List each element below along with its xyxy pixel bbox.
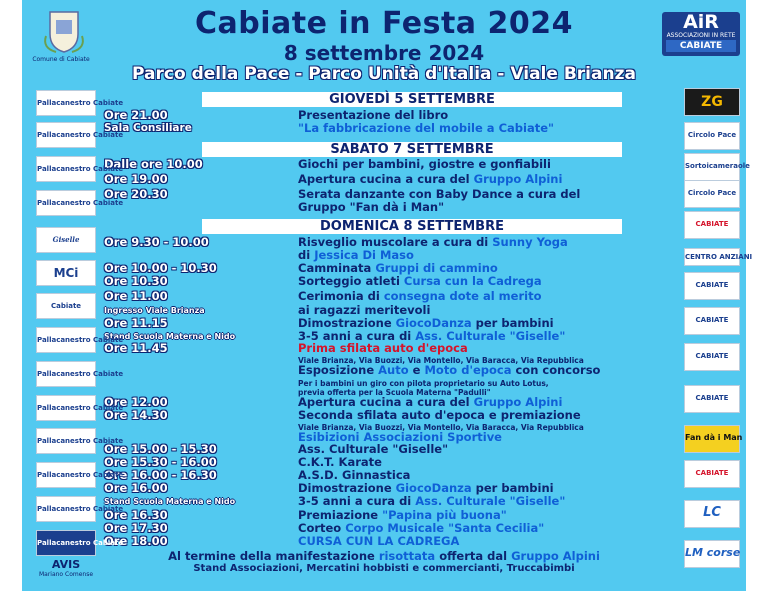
event-note: Per i bambini un giro con pilota proprietario su Auto Lotus,: [298, 379, 549, 388]
event-time: Ore 9.30 - 10.00: [104, 235, 209, 249]
sponsor-logo-label: Circolo Pace: [687, 189, 737, 197]
event-date: 8 settembre 2024: [283, 41, 485, 65]
sponsor-logo-label: LM corse: [685, 546, 741, 559]
event-desc-text: per bambini: [471, 481, 554, 495]
event-desc-text: Camminata: [298, 261, 376, 275]
footer-highlight: Gruppo Alpini: [511, 549, 600, 563]
event-desc-text: con concorso: [511, 363, 601, 377]
event-highlight: Moto d'epoca: [424, 363, 512, 377]
sponsor-logo-right: [684, 88, 740, 116]
event-time: Ore 10.00 - 10.30: [104, 261, 217, 275]
event-desc: Gruppo "Fan dà i Man": [298, 200, 445, 214]
sponsor-logo-label: CABIATE: [695, 281, 729, 289]
sponsor-logo-right: [684, 540, 740, 568]
event-desc: [298, 495, 565, 508]
sponsor-logo-label: Giselle: [52, 235, 80, 244]
sponsor-logo-label: CABIATE: [695, 220, 729, 228]
sponsor-logo-label: Fan dà i Man: [685, 433, 743, 442]
sponsor-logo-left: [36, 227, 96, 253]
event-location: Stand Scuola Materna e Nido: [104, 497, 236, 506]
event-desc-text: Esposizione: [298, 363, 379, 377]
sponsor-logo-label: Pallacanestro Cabiate: [37, 336, 124, 344]
event-route: Viale Brianza, Via Buozzi, Via Montello, Via Baracca, Via Repubblica: [298, 356, 584, 365]
event-location: Sala Consiliare: [104, 122, 192, 134]
sponsor-logo-label: Pallacanestro Cabiate: [37, 165, 124, 173]
event-desc: Seconda sfilata auto d'epoca e premiazione: [298, 408, 581, 422]
sponsor-logo-label: CABIATE: [695, 316, 729, 324]
event-time: Ore 11.00: [104, 289, 168, 303]
event-desc-text: di: [298, 248, 315, 262]
sponsor-logo-right: [684, 272, 740, 300]
sponsor-logo-label: ZG: [701, 94, 723, 110]
sponsor-logo-right: [684, 343, 740, 371]
footer-text: offerta dal: [435, 549, 512, 563]
event-desc-text: Risveglio muscolare a cura di: [298, 235, 493, 249]
event-time: Ore 14.30: [104, 408, 168, 422]
event-desc-text: Sorteggio atleti: [298, 274, 404, 288]
sponsor-logo-label: Sortoicameraole: [685, 162, 750, 170]
air-logo: [662, 12, 740, 56]
event-time: Ore 15.00 - 15.30: [104, 442, 217, 456]
day-header-sunday: DOMENICA 8 SETTEMBRE: [202, 219, 622, 234]
event-desc: "La fabbricazione del mobile a Cabiate": [298, 121, 554, 135]
event-highlight: Gruppo Alpini: [473, 395, 563, 409]
sponsor-logo-label: Pallacanestro Cabiate: [37, 131, 124, 139]
sponsor-logo-label: Pallacanestro Cabiate: [37, 99, 124, 107]
event-highlight: Ass. Culturale "Giselle": [415, 494, 566, 508]
event-highlight: Sunny Yoga: [492, 235, 568, 249]
event-time: Ore 11.45: [104, 341, 168, 355]
sponsor-logo-right: [684, 425, 743, 453]
sponsor-logo-right: [684, 248, 753, 266]
sponsor-logo-label: Pallacanestro Cabiate: [37, 199, 124, 207]
event-time: Ore 19.00: [104, 172, 168, 186]
footer-line-2: Stand Associazioni, Mercatini hobbisti e commercianti, Truccabimbi: [193, 563, 575, 574]
sponsor-logo-label: LC: [703, 505, 721, 520]
avis-logo: [36, 559, 96, 579]
sponsor-logo-left: [36, 462, 124, 488]
sponsor-logo-left: [36, 293, 96, 319]
sponsor-logo-left: [36, 122, 124, 148]
event-desc-text: 3-5 anni a cura di: [298, 329, 416, 343]
event-desc: Giochi per bambini, giostre e gonfiabili: [298, 157, 551, 171]
event-desc: Ass. Culturale "Giselle": [298, 442, 449, 456]
event-desc-text: 3-5 anni a cura di: [298, 494, 416, 508]
sponsor-logo-label: MCi: [53, 266, 79, 280]
event-highlight: Auto: [378, 363, 409, 377]
event-desc: C.K.T. Karate: [298, 455, 382, 469]
sponsor-logo-right: [684, 180, 740, 208]
event-desc-text: Apertura cucina a cura del: [298, 172, 474, 186]
sponsor-logo-label: CABIATE: [695, 469, 729, 477]
event-time: Ore 15.30 - 16.00: [104, 455, 217, 469]
sponsor-logo-label: Cabiate: [50, 302, 82, 310]
event-desc: [298, 275, 542, 288]
event-highlight: Ass. Culturale "Giselle": [415, 329, 566, 343]
footer-highlight: risottata: [378, 549, 436, 563]
sponsor-logo-right: [684, 211, 740, 239]
air-logo-title: AiR: [683, 11, 719, 33]
sponsor-logo-label: Pallacanestro Cabiate: [37, 437, 124, 445]
comune-label: Comune di Cabiate: [32, 56, 90, 63]
event-time: Ore 20.30: [104, 187, 168, 201]
sponsor-logo-label: CABIATE: [695, 352, 729, 360]
event-desc-text: Dimostrazione: [298, 481, 396, 495]
event-highlight: Cursa cun la Cadrega: [403, 274, 542, 288]
sponsor-logo-right: [684, 500, 740, 528]
sponsor-logo-left: [36, 90, 124, 116]
event-highlight: "Papina più buona": [382, 508, 507, 522]
air-logo-city: CABIATE: [666, 40, 736, 52]
event-time: Ore 17.30: [104, 521, 168, 535]
day-header-saturday: SABATO 7 SETTEMBRE: [202, 142, 622, 157]
event-desc: Esibizioni Associazioni Sportive: [298, 430, 502, 444]
event-time: Ore 16.00: [104, 481, 168, 495]
air-logo-sub: ASSOCIAZIONI IN RETE: [666, 32, 736, 39]
footer-line-1: [22, 549, 746, 563]
event-time: Ore 11.15: [104, 316, 168, 330]
event-highlight: GiocoDanza: [395, 481, 472, 495]
sponsor-logo-label: Pallacanestro Cabiate: [37, 539, 124, 547]
event-time: Ore 16.00 - 16.30: [104, 468, 217, 482]
event-desc: Prima sfilata auto d'epoca: [298, 341, 468, 355]
day-header-thursday: GIOVEDÌ 5 SETTEMBRE: [202, 92, 622, 107]
sponsor-logo-left: [36, 361, 124, 387]
event-highlight: Corpo Musicale "Santa Cecilia": [345, 521, 545, 535]
sponsor-logo-left: [36, 428, 124, 454]
sponsor-logo-left: [36, 530, 124, 556]
event-highlight: Gruppo Alpini: [473, 172, 563, 186]
event-time: Ore 12.00: [104, 395, 168, 409]
sponsor-logo-label: Pallacanestro Cabiate: [37, 370, 124, 378]
sponsor-logo-right: [684, 385, 740, 413]
event-time: Ore 21.00: [104, 108, 168, 122]
event-time: Ore 18.00: [104, 534, 168, 548]
event-desc: A.S.D. Ginnastica: [298, 468, 411, 482]
event-desc: CURSA CUN LA CADREGA: [298, 534, 460, 548]
event-desc-text: Apertura cucina a cura del: [298, 395, 474, 409]
avis-logo-sub: Mariano Comense: [38, 571, 94, 578]
sponsor-logo-right: [684, 153, 750, 181]
footer-text: Al termine della manifestazione: [168, 549, 379, 563]
event-desc: Serata danzante con Baby Dance a cura del: [298, 187, 581, 201]
sponsor-logo-right: [684, 460, 740, 488]
sponsor-logo-label: Pallacanestro Cabiate: [37, 471, 124, 479]
sponsor-logo-left: [36, 327, 124, 353]
event-highlight: Jessica Di Maso: [314, 248, 414, 262]
event-desc-text: per bambini: [471, 316, 554, 330]
event-route: Viale Brianza, Via Buozzi, Via Montello, Via Baracca, Via Repubblica: [298, 423, 584, 432]
event-highlight: Gruppi di cammino: [375, 261, 498, 275]
sponsor-logo-label: CABIATE: [695, 394, 729, 402]
event-time: Ore 16.30: [104, 508, 168, 522]
event-desc: [298, 364, 600, 377]
sponsor-logo-label: Pallacanestro Cabiate: [37, 505, 124, 513]
event-time: Ore 10.30: [104, 274, 168, 288]
poster: [22, 0, 753, 591]
event-desc-text: Cerimonia di: [298, 289, 384, 303]
sponsor-logo-right: [684, 122, 740, 150]
event-desc-text: Dimostrazione: [298, 316, 396, 330]
sponsor-logo-left: [36, 156, 124, 182]
event-location: Ingresso Viale Brianza: [104, 306, 205, 315]
event-highlight: consegna dote al merito: [383, 289, 542, 303]
sponsor-logo-right: [684, 307, 740, 335]
event-location: Stand Scuola Materna e Nido: [104, 332, 236, 341]
event-highlight: GiocoDanza: [395, 316, 472, 330]
sponsor-logo-label: CENTRO ANZIANI: [685, 253, 753, 261]
avis-logo-title: AVIS: [51, 558, 81, 571]
event-desc: Presentazione del libro: [298, 108, 449, 122]
sponsor-logo-left: [36, 260, 96, 286]
event-desc-text: Corteo: [298, 521, 346, 535]
event-desc-text: e: [408, 363, 425, 377]
event-desc: [298, 173, 562, 186]
sponsor-logo-left: [36, 395, 124, 421]
event-desc-text: Premiazione: [298, 508, 383, 522]
event-place: Parco della Pace - Parco Unità d'Italia - Viale Brianza: [132, 64, 636, 84]
sponsor-logo-left: [36, 496, 124, 522]
event-desc: ai ragazzi meritevoli: [298, 303, 431, 317]
page-title: Cabiate in Festa 2024: [195, 6, 573, 41]
sponsor-logo-left: [36, 190, 124, 216]
event-desc: [298, 290, 541, 303]
sponsor-logo-label: Pallacanestro Cabiate: [37, 404, 124, 412]
event-note: previa offerta per la Scuola Materna "Padulli": [298, 388, 491, 397]
sponsor-logo-label: Circolo Pace: [687, 131, 737, 139]
event-time: Dalle ore 10.00: [104, 157, 203, 171]
